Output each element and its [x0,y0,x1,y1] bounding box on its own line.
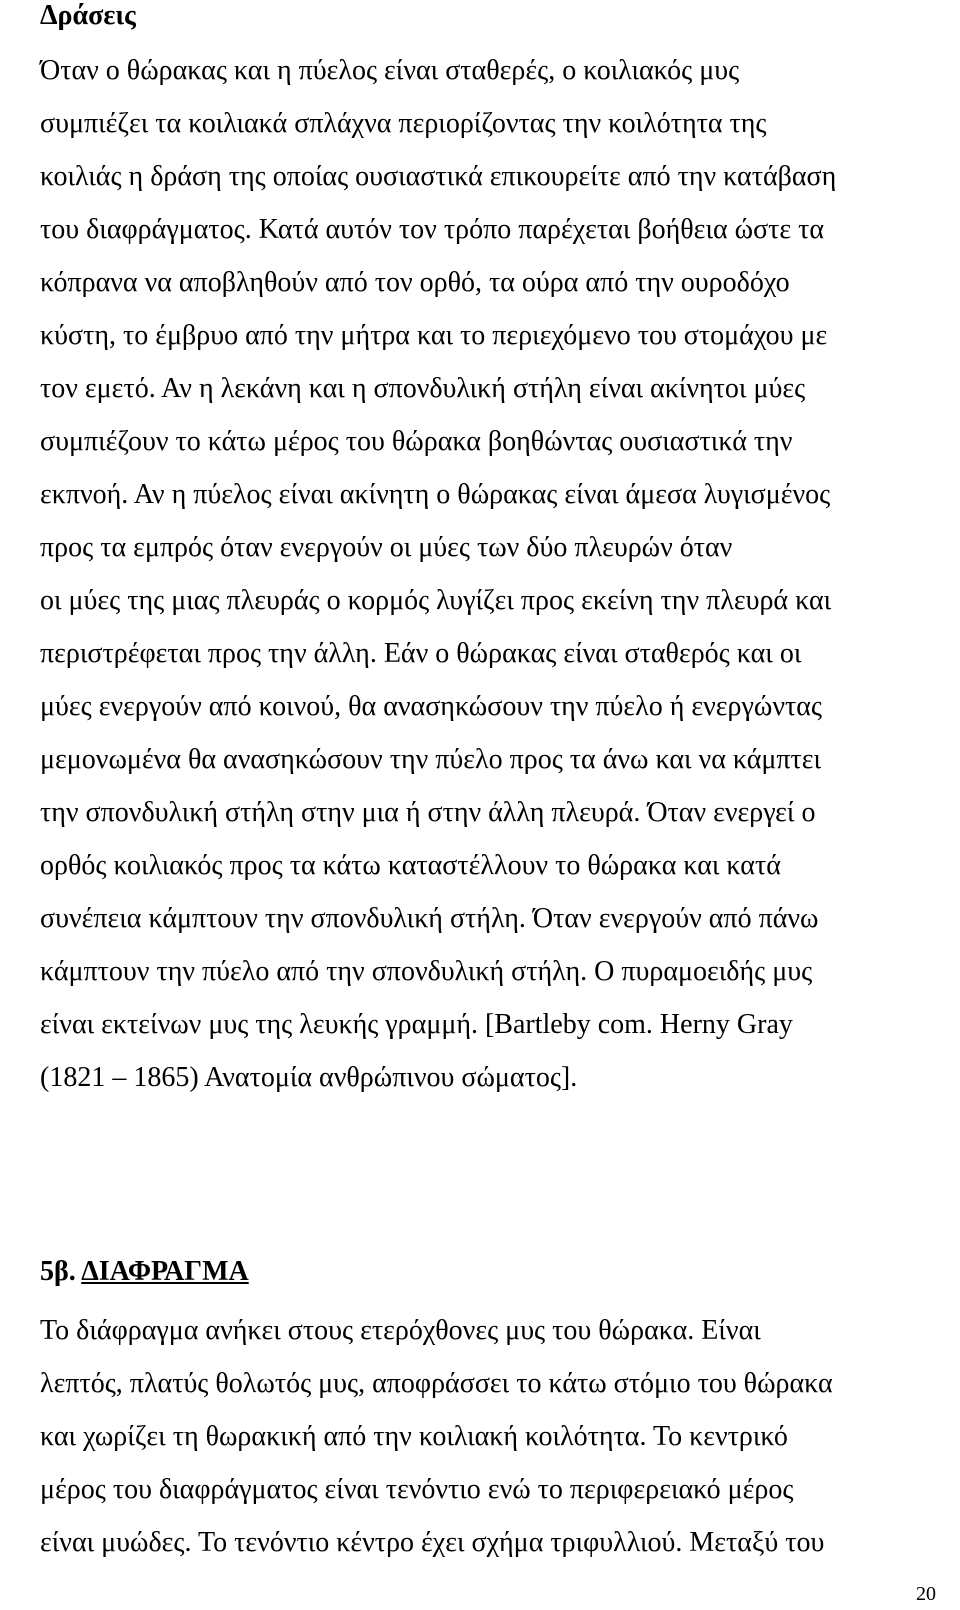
text-line: είναι μυώδες. Το τενόντιο κέντρο έχει σχήμα τριφυλλιού. Μεταξύ του [40,1527,825,1558]
section-title: ΔΙΑΦΡΑΓΜΑ [81,1256,249,1287]
text-line: κάμπτουν την πύελο από την σπονδυλική στήλη. Ο πυραμοειδής μυς [40,956,813,987]
text-line: κοιλιάς η δράση της οποίας ουσιαστικά επικουρείτε από την κατάβαση [40,161,837,192]
text-line: συμπιέζουν το κάτω μέρος του θώρακα βοηθώντας ουσιαστικά την [40,426,793,457]
text-line: περιστρέφεται προς την άλλη. Εάν ο θώρακας είναι σταθερός και οι [40,638,802,669]
heading-actions: Δράσεις [40,0,136,31]
paragraph-actions [40,44,836,1104]
text-line: την σπονδυλική στήλη στην μια ή στην άλλη πλευρά. Όταν ενεργεί ο [40,797,816,828]
text-line: του διαφράγματος. Κατά αυτόν τον τρόπο παρέχεται βοήθεια ώστε τα [40,214,825,245]
text-line: μεμονωμένα θα ανασηκώσουν την πύελο προς τα άνω και να κάμπτει [40,744,822,775]
text-line: μέρος του διαφράγματος είναι τενόντιο ενώ το περιφερειακό μέρος [40,1474,794,1505]
text-line: Όταν ο θώρακας και η πύελος είναι σταθερές, ο κοιλιακός μυς [40,55,740,86]
page-number: 20 [916,1583,936,1605]
text-line: είναι εκτείνων μυς της λευκής γραμμή. [Bartleby com. Herny Gray [40,1009,793,1040]
text-line: εκπνοή. Αν η πύελος είναι ακίνητη ο θώρακας είναι άμεσα λυγισμένος [40,479,831,510]
text-line: κύστη, το έμβρυο από την μήτρα και το περιεχόμενο του στομάχου με [40,320,828,351]
text-line: προς τα εμπρός όταν ενεργούν οι μύες των δύο πλευρών όταν [40,532,733,563]
text-line: λεπτός, πλατύς θολωτός μυς, αποφράσσει το κάτω στόμιο του θώρακα [40,1368,833,1399]
text-line: συνέπεια κάμπτουν την σπονδυλική στήλη. Όταν ενεργούν από πάνω [40,903,819,934]
section-number: 5β. [40,1256,82,1287]
paragraph-diaphragm [40,1304,833,1569]
text-line: και χωρίζει τη θωρακική από την κοιλιακή κοιλότητα. Το κεντρικό [40,1421,788,1452]
heading-diaphragm [40,1256,249,1288]
text-line: ορθός κοιλιακός προς τα κάτω καταστέλλουν το θώρακα και κατά [40,850,781,881]
text-line: συμπιέζει τα κοιλιακά σπλάχνα περιορίζοντας την κοιλότητα της [40,108,767,139]
text-line: Το διάφραγμα ανήκει στους ετερόχθονες μυς του θώρακα. Είναι [40,1315,761,1346]
text-line: μύες ενεργούν από κοινού, θα ανασηκώσουν την πύελο ή ενεργώντας [40,691,823,722]
text-line: τον εμετό. Αν η λεκάνη και η σπονδυλική στήλη είναι ακίνητοι μύες [40,373,806,404]
text-line: (1821 – 1865) Ανατομία ανθρώπινου σώματος]. [40,1062,578,1093]
text-line: οι μύες της μιας πλευράς ο κορμός λυγίζει προς εκείνη την πλευρά και [40,585,832,616]
text-line: κόπρανα να αποβληθούν από τον ορθό, τα ούρα από την ουροδόχο [40,267,790,298]
